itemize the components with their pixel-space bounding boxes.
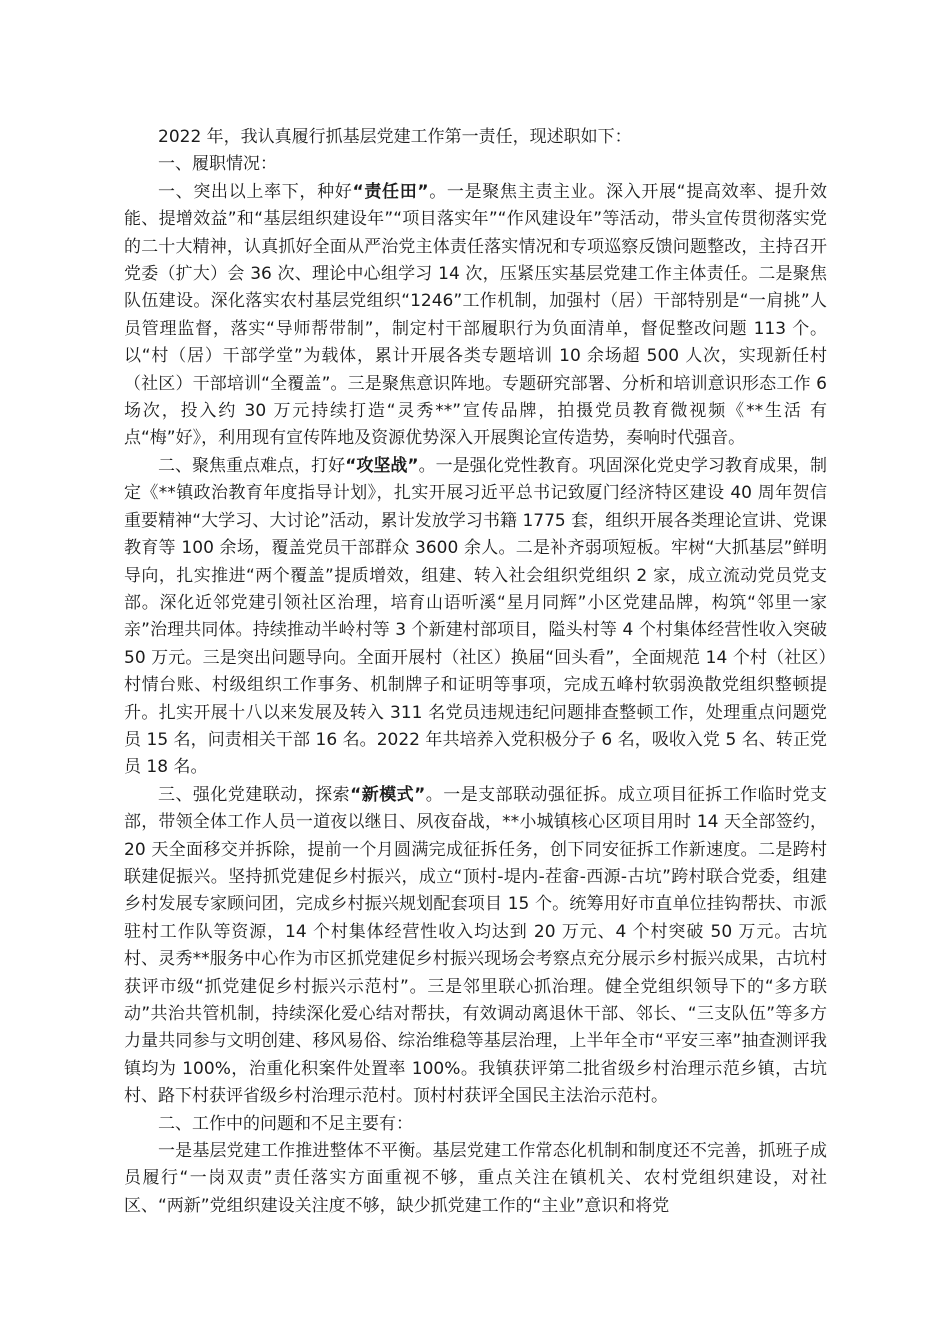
- item-2-body: 。一是强化党性教育。巩固深化党史学习教育成果，制定《**镇政治教育年度指导计划》，扎实开展习近平总书记致厦门经济特区建设 40 周年贺信重要精神“大学习、大讨论”活动，累计发放学习书籍 1775 套，组织开展各类理论宣讲、党课教育等 100 余场，覆盖党员干部群众 3600 余人。二是补齐弱项短板。牢树“大抓基层”鲜明导向，扎实推进“两个覆盖”提质增效，组建、转入社会组织党组织 2 家，成立流动党员党支部。深化近邻党建引领社区治理，培育山语听溪“星月同辉”小区党建品牌，构筑“邻里一家亲”治理共同体。持续推动半岭村等 3 个新建村部项目，隘头村等 4 个村集体经营性收入突破 50 万元。三是突出问题导向。全面开展村（社区）换届“回头看”，全面规范 14 个村（社区）村情台账、村级组织工作事务、机制牌子和证明等事项，完成五峰村软弱涣散党组织整顿提升。扎实开展十八以来发展及转入 311 名党员违规违纪问题排查整顿工作，处理重点问题党员 15 名，问责相关干部 16 名。2022 年共培养入党积极分子 6 名，吸收入党 5 名、转正党员 18 名。: [124, 455, 828, 778]
- item-2-lead: “攻坚战”: [345, 455, 419, 476]
- paragraph-item-3: [124, 782, 827, 1111]
- section-heading-problems: 二、工作中的问题和不足主要有：: [158, 1113, 413, 1134]
- item-1-prefix: 一、突出以上率下，种好: [158, 181, 353, 202]
- paragraph-problem-1: 一是基层党建工作推进整体不平衡。基层党建工作常态化机制和制度还不完善，抓班子成员履行“一岗双责”责任落实方面重视不够，重点关注在镇机关、农村党组织建设，对社区、“两新”党组织建设关注度不够，缺少抓党建工作的“主业”意识和将党: [124, 1141, 827, 1216]
- item-3-body: 。一是支部联动强征拆。成立项目征拆工作临时党支部，带领全体工作人员一道夜以继日、夙夜奋战，**小城镇核心区项目用时 14 天全部签约，20 天全面移交并拆除，提前一个月圆满完成征拆任务，创下同安征拆工作新速度。二是跨村联建促振兴。坚持抓党建促乡村振兴，成立“顶村-堤内-茬畲-西源-古坑”跨村联合党委，组建乡村发展专家顾问团，完成乡村振兴规划配套项目 15 个。统筹用好市直单位挂钩帮扶、市派驻村工作队等资源，14 个村集体经营性收入均达到 20 万元、4 个村突破 50 万元。古坑村、灵秀**服务中心作为市区抓党建促乡村振兴现场会考察点充分展示乡村振兴成果，古坑村获评市级“抓党建促乡村振兴示范村”。三是邻里联心抓治理。健全党组织领导下的“多方联动”共治共管机制，持续深化爱心结对帮扶，有效调动离退休干部、邻长、“三支队伍”等多方力量共同参与文明创建、移风易俗、综治维稳等基层治理，上半年全市“平安三率”抽查测评我镇均为 100%，治重化积案件处置率 100%。我镇获评第二批省级乡村治理示范乡镇，古坑村、路下村获评省级乡村治理示范村。顶村村获评全国民主法治示范村。: [124, 784, 827, 1107]
- item-1-lead: “责任田”: [352, 181, 429, 202]
- paragraph-item-2: [124, 453, 827, 782]
- document-body: [124, 124, 827, 1220]
- item-1-body: 。一是聚焦主责主业。深入开展“提高效率、提升效能、提增效益”和“基层组织建设年”“项目落实年”“作风建设年”等活动，带头宣传贯彻落实党的二十大精神，认真抓好全面从严治党主体责任落实情况和专项巡察反馈问题整改，主持召开党委（扩大）会 36 次、理论中心组学习 14 次，压紧压实基层党建工作主体责任。二是聚焦队伍建设。深化落实农村基层党组织“1246”工作机制，加强村（居）干部特别是“一肩挑”人员管理监督，落实“导师帮带制”，制定村干部履职行为负面清单，督促整改问题 113 个。以“村（居）干部学堂”为载体，累计开展各类专题培训 10 余场超 500 人次，实现新任村（社区）干部培训“全覆盖”。三是聚焦意识阵地。专题研究部署、分析和培训意识形态工作 6 场次，投入约 30 万元持续打造“灵秀**”宣传品牌，拍摄党员教育微视频《**生活 有点“梅”好》，利用现有宣传阵地及资源优势深入开展舆论宣传造势，奏响时代强音。: [124, 181, 828, 449]
- intro-paragraph: 2022 年，我认真履行抓基层党建工作第一责任，现述职如下：: [158, 127, 632, 147]
- paragraph-item-1: [124, 179, 827, 453]
- section-heading-performance: 一、履职情况：: [158, 154, 277, 175]
- item-3-lead: “新模式”: [350, 784, 426, 805]
- item-3-prefix: 三、强化党建联动，探索: [158, 784, 351, 805]
- item-2-prefix: 二、聚焦重点难点，打好: [158, 455, 346, 476]
